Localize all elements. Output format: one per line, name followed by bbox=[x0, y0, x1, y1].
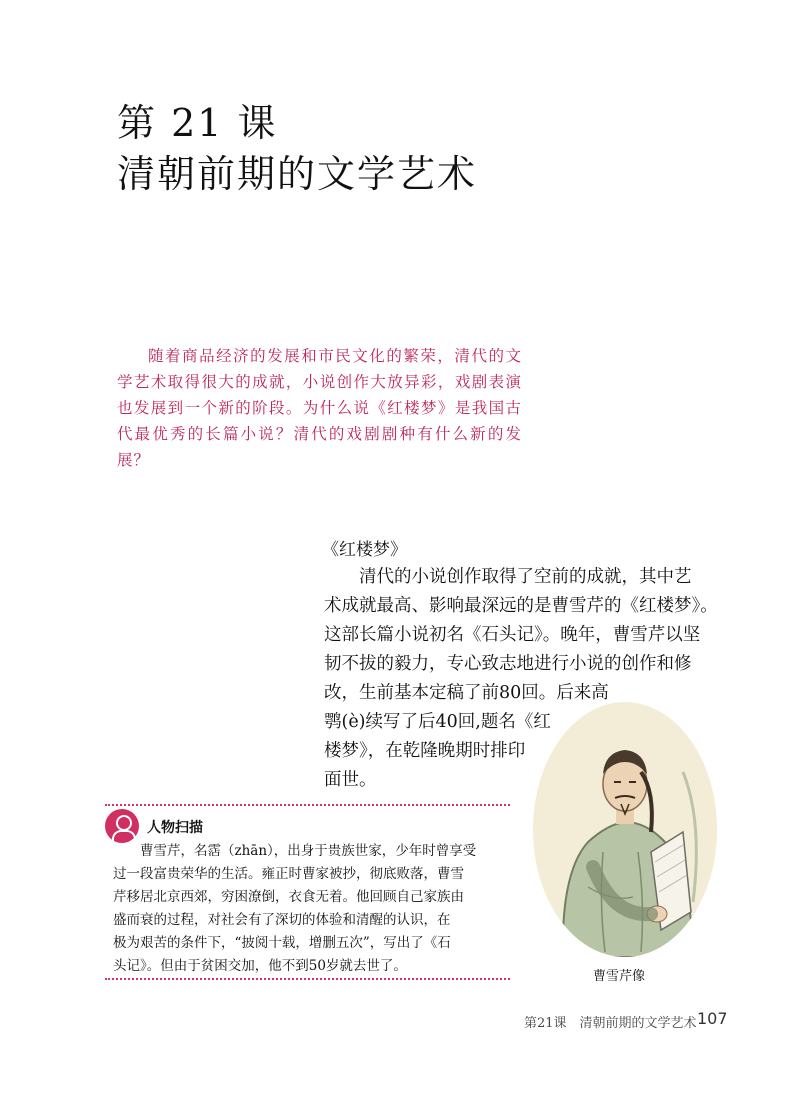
feature-line: 极为艰苦的条件下，“披阅十载，增删五次”，写出了《石 bbox=[113, 935, 451, 951]
body-line: 楼梦》，在乾隆晚期时排印 bbox=[324, 741, 526, 761]
person-icon bbox=[105, 809, 139, 843]
body-line: 术成就最高、影响最深远的是曹雪芹的《红楼梦》。 bbox=[324, 596, 718, 616]
portrait-image bbox=[533, 702, 717, 957]
feature-line: 头记》。但由于贫困交加，他不到50岁就去世了。 bbox=[113, 958, 407, 974]
page-footer: 第21课 清朝前期的文学艺术 bbox=[524, 1016, 697, 1031]
section-heading: 《红楼梦》 bbox=[322, 540, 407, 560]
lesson-number: 第 21 课 bbox=[117, 101, 278, 145]
portrait-caption: 曹雪芹像 bbox=[593, 969, 646, 984]
body-line: 面世。 bbox=[324, 770, 377, 790]
body-line: 清代的小说创作取得了空前的成就，其中艺 bbox=[324, 567, 692, 587]
feature-line: 盛而衰的过程，对社会有了深切的体验和清醒的认识，在 bbox=[113, 912, 451, 928]
body-line: 改，生前基本定稿了前80回。后来高 bbox=[324, 683, 609, 703]
lesson-title: 清朝前期的文学艺术 bbox=[117, 152, 478, 196]
body-line: 韧不拔的毅力，专心致志地进行小说的创作和修 bbox=[324, 654, 692, 674]
feature-title: 人物扫描 bbox=[147, 820, 203, 836]
portrait-of-cao-xueqin-icon bbox=[533, 702, 717, 957]
feature-line: 曹雪芹，名霑（zhān），出身于贵族世家，少年时曾享受 bbox=[140, 843, 477, 859]
feature-top-divider bbox=[105, 804, 510, 806]
feature-text bbox=[113, 840, 513, 978]
feature-bottom-divider bbox=[105, 978, 510, 980]
intro-paragraph: 随着商品经济的发展和市民文化的繁荣，清代的文学艺术取得很大的成就，小说创作大放异彩，戏剧表演也发展到一个新的阶段。为什么说《红楼梦》是我国古代最优秀的长篇小说？清代的戏剧剧种有什么新的发展？ bbox=[117, 347, 522, 469]
body-line: 这部长篇小说初名《石头记》。晚年，曹雪芹以坚 bbox=[324, 625, 701, 645]
feature-line: 过一段富贵荣华的生活。雍正时曹家被抄，彻底败落，曹雪 bbox=[113, 866, 464, 882]
body-line: 鹗(è)续写了后40回,题名《红 bbox=[324, 712, 551, 732]
page-number: 107 bbox=[697, 1009, 728, 1028]
feature-line: 芹移居北京西郊，穷困潦倒，衣食无着。他回顾自己家族由 bbox=[113, 889, 464, 905]
